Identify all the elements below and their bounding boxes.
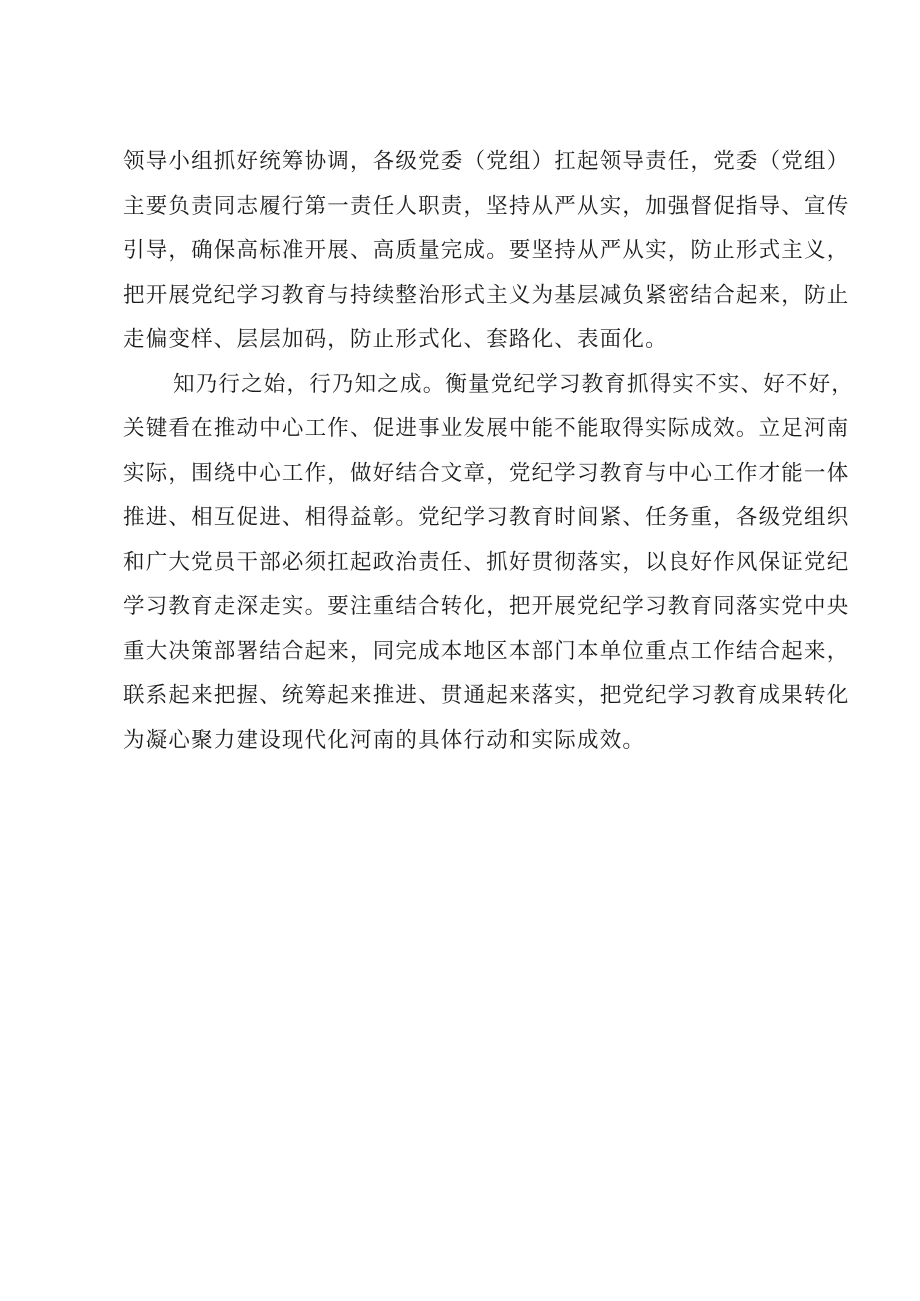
text-line: 推进、相互促进、相得益彰。党纪学习教育时间紧、任务重，各级党组织	[123, 505, 850, 530]
text-line: 引导，确保高标准开展、高质量完成。要坚持从严从实，防止形式主义，	[123, 238, 850, 263]
text-line: 联系起来把握、统筹起来推进、贯通起来落实，把党纪学习教育成果转化	[123, 683, 850, 708]
body-text	[123, 140, 855, 763]
text-line: 和广大党员干部必须扛起政治责任、抓好贯彻落实，以良好作风保证党纪	[123, 549, 850, 575]
text-line: 实际，围绕中心工作，做好结合文章，党纪学习教育与中心工作才能一体	[123, 460, 850, 486]
paragraph-1	[123, 140, 850, 363]
paragraph-2	[123, 363, 855, 764]
text-line: 为凝心聚力建设现代化河南的具体行动和实际成效。	[123, 727, 646, 753]
text-line: 把开展党纪学习教育与持续整治形式主义为基层减负紧密结合起来，防止	[123, 282, 850, 308]
text-line: 学习教育走深走实。要注重结合转化，把开展党纪学习教育同落实党中央	[123, 594, 850, 619]
text-line: 走偏变样、层层加码，防止形式化、套路化、表面化。	[123, 327, 668, 352]
text-line: 领导小组抓好统筹协调，各级党委（党组）扛起领导责任，党委（党组）	[123, 149, 850, 174]
text-line: 主要负责同志履行第一责任人职责，坚持从严从实，加强督促指导、宣传	[123, 193, 850, 219]
text-line: 重大决策部署结合起来，同完成本地区本部门本单位重点工作结合起来，	[123, 638, 850, 664]
text-line: 知乃行之始，行乃知之成。衡量党纪学习教育抓得实不实、好不好，	[173, 371, 855, 397]
text-line: 关键看在推动中心工作、促进事业发展中能不能取得实际成效。立足河南	[123, 416, 850, 441]
